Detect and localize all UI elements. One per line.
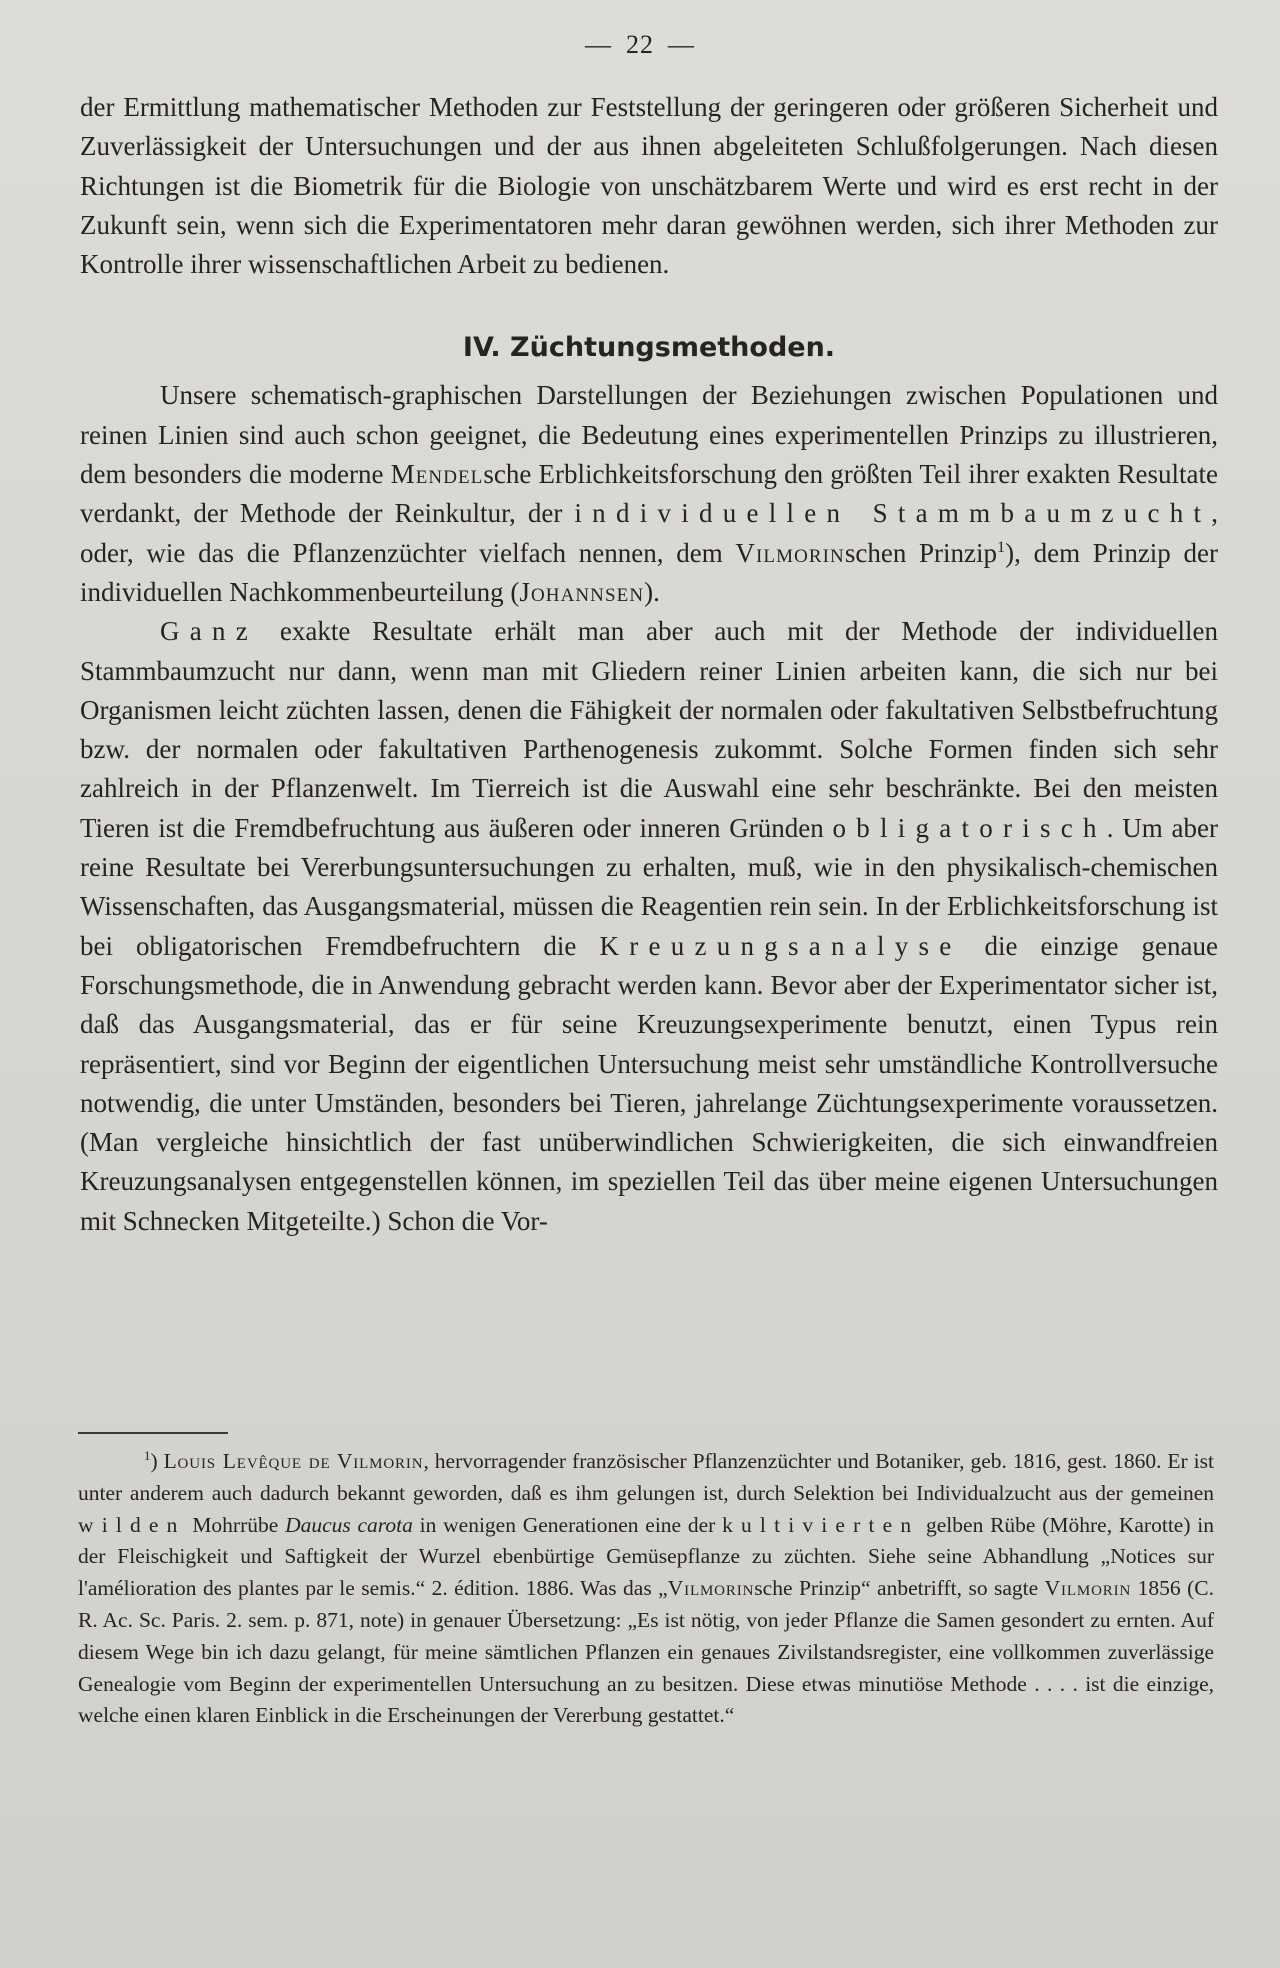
text-run: . Um aber reine Resultate bei Vererbungsuntersuchungen zu erhalten, muß, wie in den physikalisch-chemischen Wissenschaften, das Ausgangsmaterial, müssen die Reagentien rein sein. In der Erblichkeitsforschung ist bei obligatorischen Fremdbefruchtern die bbox=[80, 812, 1218, 961]
footnote-marker: 1 bbox=[144, 1448, 151, 1463]
text-run: Louis Levêque de Vilmorin bbox=[163, 1449, 424, 1473]
page-number-value: 22 bbox=[626, 30, 654, 59]
text-run: individuellen Stammbaumzucht bbox=[574, 498, 1212, 529]
section-heading: IV. Züchtungsmethoden. bbox=[462, 332, 836, 364]
text-run: obligatorisch bbox=[832, 812, 1107, 843]
text-run: gelben Rübe (Möhre, Karotte) in der Fleischigkeit und Saftigkeit der Wurzel ebenbürtige Gemüsepflanze zu züchten. Siehe seine Abhandlung „Notices sur l'amélioration des plantes par le semis.“ 2. édition. 1886. Was das „ bbox=[78, 1512, 1214, 1601]
text-run: Daucus carota bbox=[285, 1512, 413, 1537]
page-number-dash-left: — bbox=[585, 30, 612, 59]
paragraph bbox=[80, 376, 1218, 612]
text-run: ), dem Prinzip der individuellen Nachkommenbeurteilung ( bbox=[80, 537, 1218, 607]
text-run: exakte Resultate erhält man aber auch mit der Methode der individuellen Stammbaumzucht nur dann, wenn man mit Gliedern reiner Linien arbeiten kann, die sich nur bei Organismen leicht züchten lassen, denen die Fähigkeit der normalen oder fakultativen Selbstbefruchtung bzw. der normalen oder fakultativen Parthenogenesis zukommt. Solche Formen finden sich sehr zahlreich in der Pflanzenwelt. Im Tierreich ist die Auswahl eine sehr beschränkte. Bei den meisten Tieren ist die Fremdbefruchtung aus äußeren oder inneren Gründen bbox=[80, 616, 1218, 843]
text-run: 1856 (C. R. Ac. Sc. Paris. 2. sem. p. 871, note) in genauer Übersetzung: „Es ist nötig, von jeder Pflanze die Samen gesondert zu ernten. Auf diesem Wege bin ich dazu gelangt, für meine sämtlichen Pflanzen ein genaues Zivilstandsregister, eine vollkommen zuverlässige Genealogie vom Beginn der experimentellen Untersuchung an zu besitzen. Diese etwas minutiöse Methode . . . . ist die einzige, welche einen klaren Einblick in die Erscheinungen der Vererbung gestattet.“ bbox=[78, 1576, 1215, 1728]
text-run: kultivierten bbox=[722, 1512, 920, 1537]
page-number bbox=[0, 30, 1280, 60]
text-run: Vilmorin bbox=[667, 1576, 755, 1601]
text-run: sche Erblichkeitsforschung den größten Teil ihrer exakten Resultate verdankt, der Methode der Reinkultur, der bbox=[80, 459, 1219, 529]
text-run: , hervorragender französischer Pflanzenzüchter und Botaniker, geb. 1816, gest. 1860. Er ist unter anderem auch dadurch bekannt geworden, daß es ihm gelungen ist, durch Selektion bei Individualzucht aus der gemeinen bbox=[78, 1449, 1214, 1505]
footnote-marker: 1 bbox=[997, 537, 1006, 556]
paragraph bbox=[80, 612, 1218, 1241]
text-run: Unsere schematisch-graphischen Darstellungen der Beziehungen zwischen Populationen und reinen Linien sind auch schon geeignet, die Bedeutung eines experimentellen Prinzips zu illustrieren, dem besonders die moderne bbox=[80, 380, 1218, 490]
text-run: sche Prinzip“ anbetrifft, so sagte bbox=[754, 1576, 1045, 1601]
text-run: , oder, wie das die Pflanzenzüchter vielfach nennen, dem bbox=[80, 498, 1218, 568]
text-run: ) bbox=[150, 1449, 164, 1473]
text-run: Johannsen bbox=[519, 576, 645, 607]
text-run: Mohrrübe bbox=[185, 1512, 286, 1537]
text-run: schen Prinzip bbox=[844, 537, 998, 568]
paragraph-continued bbox=[80, 88, 1218, 284]
footnote bbox=[78, 1446, 1214, 1732]
text-run: wilden bbox=[78, 1512, 186, 1537]
text-run: der Ermittlung mathematischer Methoden zur Feststellung der geringeren oder größeren Sicherheit und Zuverlässigkeit der Untersuchungen und der aus ihnen abgeleiteten Schlußfolgerungen. Nach diesen Richtungen ist die Biometrik für die Biologie von unschätzbarem Werte und wird es erst recht in der Zukunft sein, wenn sich die Experimentatoren mehr daran gewöhnen werden, sich ihrer Methoden zur Kontrolle ihrer wissenschaftlichen Arbeit zu bedienen. bbox=[80, 92, 1218, 280]
text-run: Mendel bbox=[390, 459, 484, 490]
main-text bbox=[80, 88, 1218, 1241]
text-run: Vilmorin bbox=[1044, 1576, 1132, 1601]
text-run: Kreuzungsanalyse bbox=[599, 930, 962, 961]
text-run: ). bbox=[644, 576, 660, 607]
text-run: die einzige genaue Forschungsmethode, die in Anwendung gebracht werden kann. Bevor aber der Experimentator sicher ist, daß das Ausgangsmaterial, das er für seine Kreuzungsexperimente benutzt, einen Typus rein repräsentiert, sind vor Beginn der eigentlichen Untersuchung meist sehr umständliche Kontrollversuche notwendig, die unter Umständen, besonders bei Tieren, jahrelange Züchtungsexperimente voraussetzen. (Man vergleiche hinsichtlich der fast unüberwindlichen Schwierigkeiten, die sich einwandfreien Kreuzungsanalysen entgegenstellen können, im speziellen Teil das über meine eigenen Untersuchungen mit Schnecken Mitgeteilte.) Schon die Vor- bbox=[80, 930, 1218, 1236]
footnote-divider bbox=[78, 1432, 228, 1434]
text-run: Vilmorin bbox=[735, 537, 845, 568]
text-run: Ganz bbox=[160, 616, 259, 647]
text-run: in wenigen Generationen eine der bbox=[412, 1512, 723, 1537]
page-number-dash-right: — bbox=[668, 30, 695, 59]
